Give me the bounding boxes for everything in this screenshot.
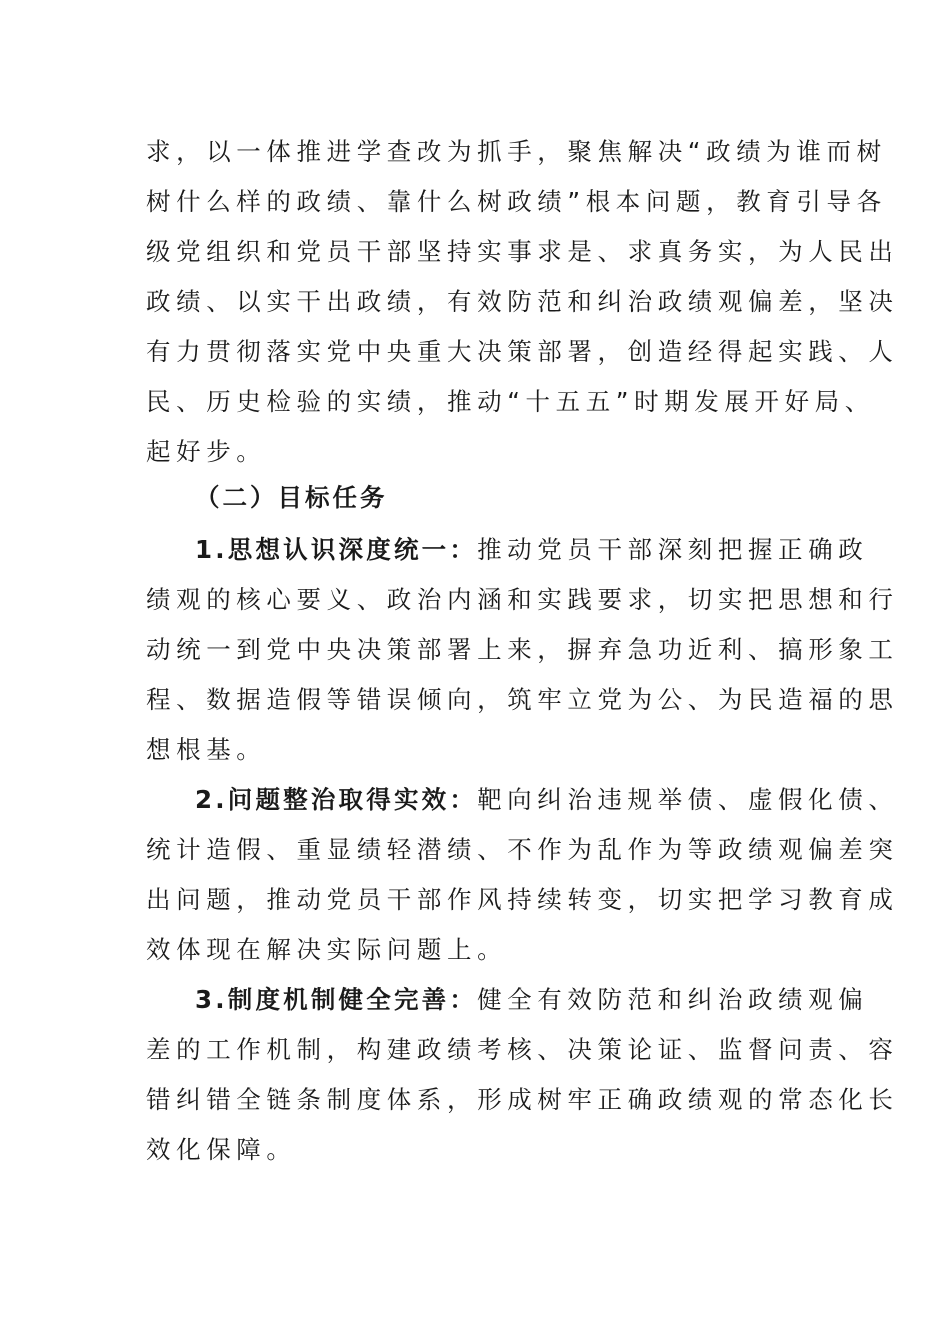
paragraph-line: 起好步。	[146, 437, 267, 466]
paragraph-line: 民、历史检验的实绩，推动“十五五”时期发展开好局、	[146, 387, 875, 416]
section-heading: （二）目标任务	[195, 483, 388, 512]
item-first-line	[195, 780, 899, 820]
paragraph-line: 有力贯彻落实党中央重大决策部署，创造经得起实践、人	[146, 337, 899, 366]
paragraph-line: 错纠错全链条制度体系，形成树牢正确政绩观的常态化长	[146, 1085, 899, 1114]
paragraph-line: 程、数据造假等错误倾向，筑牢立党为公、为民造福的思	[146, 685, 899, 714]
paragraph-line: 效化保障。	[146, 1135, 297, 1164]
item-title: 1.思想认识深度统一：	[195, 535, 478, 564]
paragraph-line: 差的工作机制，构建政绩考核、决策论证、监督问责、容	[146, 1035, 899, 1064]
paragraph-line: 想根基。	[146, 735, 267, 764]
paragraph-line: 级党组织和党员干部坚持实事求是、求真务实，为人民出	[146, 237, 899, 266]
paragraph-line: 动统一到党中央决策部署上来，摒弃急功近利、搞形象工	[146, 635, 899, 664]
item-first-line	[195, 530, 869, 570]
paragraph-line: 效体现在解决实际问题上。	[146, 935, 508, 964]
item-title: 3.制度机制健全完善：	[195, 985, 478, 1014]
item-first-line	[195, 980, 869, 1020]
paragraph-line: 统计造假、重显绩轻潜绩、不作为乱作为等政绩观偏差突	[146, 835, 899, 864]
paragraph-line: 求，以一体推进学查改为抓手，聚焦解决“政绩为谁而树	[146, 137, 887, 166]
item-text: 健全有效防范和纠治政绩观偏	[477, 985, 869, 1014]
item-text: 靶向纠治违规举债、虚假化债、	[477, 785, 899, 814]
paragraph-line: 出问题，推动党员干部作风持续转变，切实把学习教育成	[146, 885, 899, 914]
item-text: 推动党员干部深刻把握正确政	[477, 535, 869, 564]
paragraph-line: 政绩、以实干出政绩，有效防范和纠治政绩观偏差，坚决	[146, 287, 899, 316]
paragraph-line: 绩观的核心要义、政治内涵和实践要求，切实把思想和行	[146, 585, 899, 614]
item-title: 2.问题整治取得实效：	[195, 785, 478, 814]
paragraph-line: 树什么样的政绩、靠什么树政绩”根本问题，教育引导各	[146, 187, 887, 216]
